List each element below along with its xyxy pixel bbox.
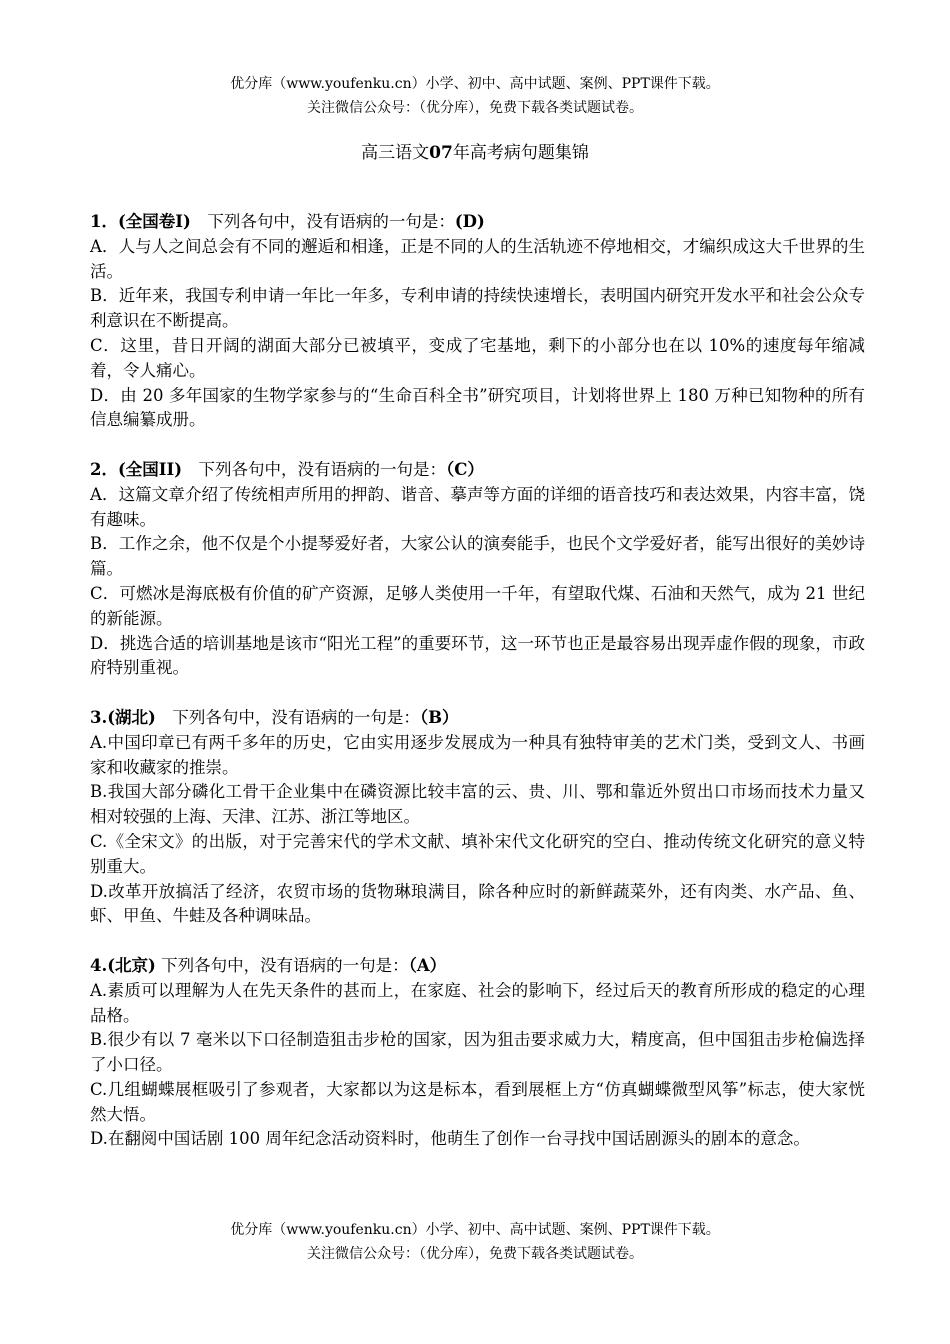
option-b: B.很少有以 7 毫米以下口径制造狙击步枪的国家，因为狙击要求威力大，精度高，但中国狙击步枪偏选择了小口径。 bbox=[90, 1030, 865, 1075]
header-line-2: 关注微信公众号：（优分库），免费下载各类试题试卷。 bbox=[307, 100, 643, 116]
question-text: 下列各句中，没有语病的一句是： bbox=[190, 212, 455, 231]
option-d: D.在翻阅中国话剧 100 周年纪念活动资料时，他萌生了创作一台寻找中国话剧源头的剧本的意念。 bbox=[90, 1129, 810, 1149]
option-a: A.素质可以理解为人在先天条件的甚而上，在家庭、社会的影响下，经过后天的教育所形成的稳定的心理品格。 bbox=[90, 980, 865, 1025]
question-3 bbox=[90, 706, 865, 929]
option-d: D.改革开放搞活了经济，农贸市场的货物琳琅满目，除各种应时的新鲜蔬菜外，还有肉类、水产品、鱼、虾、甲鱼、牛蛙及各种调味品。 bbox=[90, 881, 865, 926]
option-c: C.《全宋文》的出版，对于完善宋代的学术文献、填补宋代文化研究的空白、推动传统文化研究的意义特别重大。 bbox=[90, 831, 865, 876]
question-stem bbox=[90, 954, 865, 979]
question-text: 下列各句中，没有语病的一句是： bbox=[182, 459, 447, 479]
option-a: A.中国印章已有两千多年的历史，它由实用逐步发展成为一种具有独特审美的艺术门类，受到文人、书画家和收藏家的推崇。 bbox=[90, 732, 865, 777]
footer-line-1: 优分库（www.youfenku.cn）小学、初中、高中试题、案例、PPT课件下载。 bbox=[230, 1222, 720, 1238]
document-title bbox=[0, 140, 950, 166]
question-number: 3. bbox=[90, 707, 108, 727]
question-stem bbox=[90, 210, 865, 235]
option-a: A．这篇文章介绍了传统相声所用的押韵、谐音、摹声等方面的详细的语音技巧和表达效果，内容丰富，饶有趣味。 bbox=[90, 484, 865, 529]
question-stem bbox=[90, 706, 865, 731]
option-d: D．挑选合适的培训基地是该市“阳光工程”的重要环节，这一环节也正是最容易出现弄虚作假的现象，市政府特别重视。 bbox=[90, 633, 865, 678]
question-source: (湖北) bbox=[107, 707, 156, 727]
page-footer bbox=[0, 1218, 950, 1266]
option-a: A．人与人之间总会有不同的邂逅和相逢，正是不同的人的生活轨迹不停地相交，才编织成这大千世界的生活。 bbox=[90, 236, 865, 281]
header-line-1: 优分库（www.youfenku.cn）小学、初中、高中试题、案例、PPT课件下载。 bbox=[230, 76, 720, 92]
question-answer: （B） bbox=[419, 707, 459, 727]
question-number: 4. bbox=[90, 955, 108, 975]
question-stem bbox=[90, 458, 865, 483]
title-prefix: 高三语文 bbox=[361, 143, 430, 163]
question-answer: （C） bbox=[446, 459, 484, 479]
title-year: 07 bbox=[429, 143, 453, 163]
option-b: B．工作之余，他不仅是个小提琴爱好者，大家公认的演奏能手，也民个文学爱好者，能写出很好的美妙诗篇。 bbox=[90, 534, 865, 579]
question-1 bbox=[90, 210, 865, 433]
option-c: C.几组蝴蝶展框吸引了参观者，大家都以为这是标本，看到展框上方“仿真蝴蝶微型风筝”标志，使大家恍然大悟。 bbox=[90, 1079, 865, 1124]
question-source: (北京) bbox=[107, 955, 156, 975]
option-b: B.我国大部分磷化工骨干企业集中在磷资源比较丰富的云、贵、川、鄂和靠近外贸出口市场而技术力量又相对较强的上海、天津、江苏、浙江等地区。 bbox=[90, 782, 865, 827]
question-number: 1． bbox=[90, 212, 118, 231]
question-source: (全国II) bbox=[117, 459, 183, 479]
question-answer: (D) bbox=[454, 212, 485, 231]
option-d: D．由 20 多年国家的生物学家参与的“生命百科全书”研究项目，计划将世界上 180 万种已知物种的所有信息编纂成册。 bbox=[90, 385, 865, 430]
question-4 bbox=[90, 954, 865, 1152]
question-answer: （A） bbox=[408, 955, 447, 975]
footer-line-2: 关注微信公众号：（优分库），免费下载各类试题试卷。 bbox=[307, 1246, 643, 1262]
option-c: C．可燃冰是海底极有价值的矿产资源，足够人类使用一千年，有望取代煤、石油和天然气，成为 21 世纪的新能源。 bbox=[90, 583, 865, 628]
question-2 bbox=[90, 458, 865, 681]
option-b: B．近年来，我国专利申请一年比一年多，专利申请的持续快速增长，表明国内研究开发水平和社会公众专利意识在不断提高。 bbox=[90, 286, 865, 331]
page-header bbox=[0, 72, 950, 120]
question-text: 下列各句中，没有语病的一句是： bbox=[161, 955, 409, 975]
question-list bbox=[90, 210, 865, 1177]
title-suffix: 年高考病句题集锦 bbox=[452, 143, 589, 163]
question-number: 2． bbox=[90, 459, 118, 479]
option-c: C．这里，昔日开阔的湖面大部分已被填平，变成了宅基地，剩下的小部分也在以 10%的速度每年缩减着，令人痛心。 bbox=[90, 335, 865, 380]
question-text: 下列各句中，没有语病的一句是： bbox=[155, 707, 420, 727]
question-source: (全国卷I) bbox=[117, 212, 191, 231]
